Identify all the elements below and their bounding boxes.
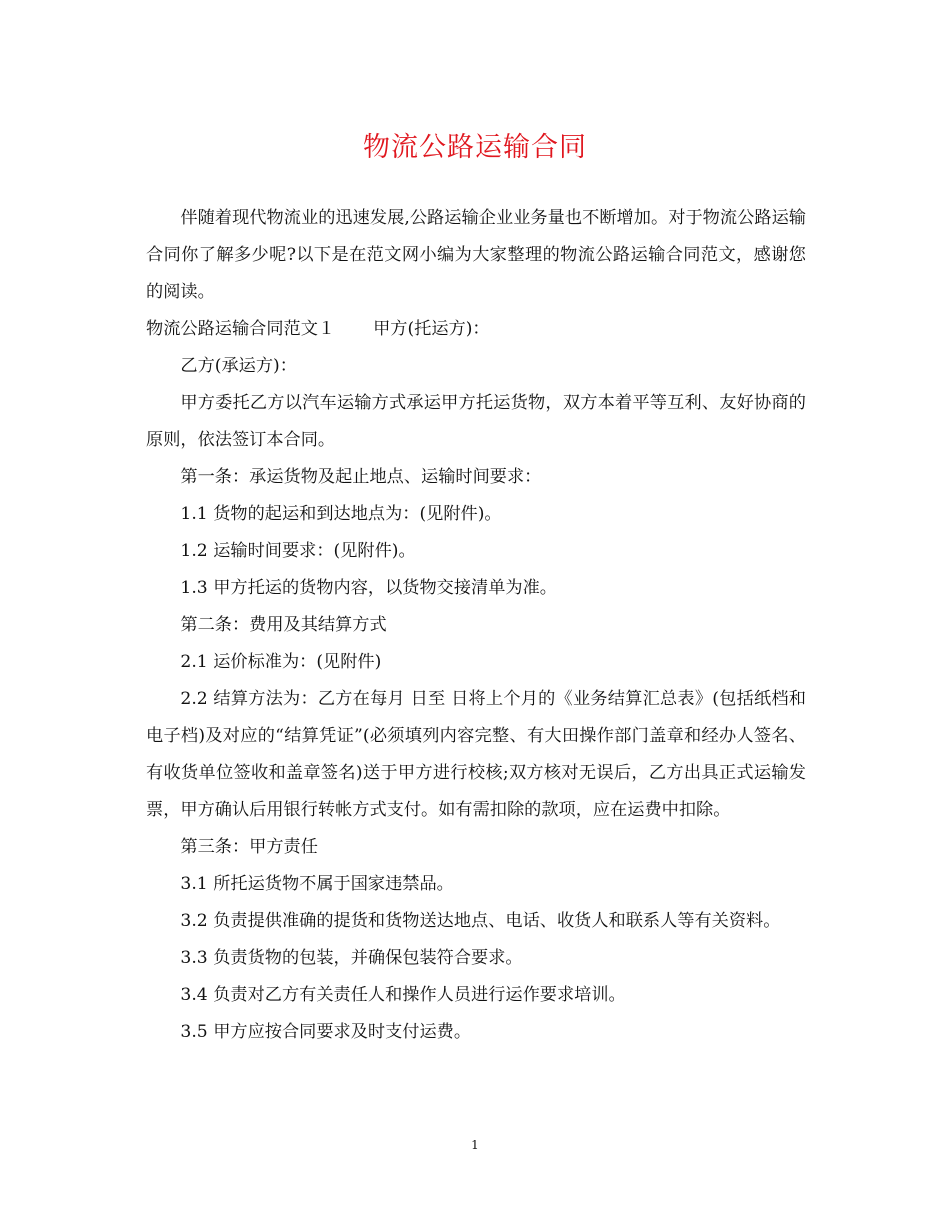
article-2-heading: 第二条：费用及其结算方式 xyxy=(180,615,387,635)
document-body xyxy=(146,200,806,1051)
party-a-label: 甲方(托运方)： xyxy=(373,319,490,339)
clause-3-5: 3.5 甲方应按合同要求及时支付运费。 xyxy=(180,1022,472,1042)
sample-title: 物流公路运输合同范文１ xyxy=(146,319,336,339)
paragraph-entrustment: 甲方委托乙方以汽车运输方式承运甲方托运货物，双方本着平等互利、友好协商的原则，依法签订本合同。 xyxy=(146,393,806,450)
article-3-heading: 第三条：甲方责任 xyxy=(180,837,318,857)
clause-1-3: 1.3 甲方托运的货物内容，以货物交接清单为准。 xyxy=(180,578,557,598)
paragraph-intro: 伴随着现代物流业的迅速发展,公路运输企业业务量也不断增加。对于物流公路运输合同你了解多少呢?以下是在范文网小编为大家整理的物流公路运输合同范文，感谢您的阅读。 xyxy=(146,208,806,302)
paragraph-sample-heading xyxy=(146,311,806,348)
clause-3-3: 3.3 负责货物的包装，并确保包装符合要求。 xyxy=(180,948,523,968)
clause-2-1: 2.1 运价标准为：(见附件) xyxy=(180,652,382,672)
clause-3-1: 3.1 所托运货物不属于国家违禁品。 xyxy=(180,874,454,894)
document-title: 物流公路运输合同 xyxy=(363,132,587,163)
clause-3-2: 3.2 负责提供准确的提货和货物送达地点、电话、收货人和联系人等有关资料。 xyxy=(180,911,781,931)
clause-2-2: 2.2 结算方法为：乙方在每月 日至 日将上个月的《业务结算汇总表》(包括纸档和电子档)及对应的“结算凭证”(必须填列内容完整、有大田操作部门盖章和经办人签名、有收货单位签收和盖章签名)送于甲方进行校核;双方核对无误后，乙方出具正式运输发票，甲方确认后用银行转帐方式支付。如有需扣除的款项，应在运费中扣除。 xyxy=(146,689,806,820)
paragraph-party-b: 乙方(承运方)： xyxy=(180,356,297,376)
clause-1-2: 1.2 运输时间要求：(见附件)。 xyxy=(180,541,416,561)
clause-3-4: 3.4 负责对乙方有关责任人和操作人员进行运作要求培训。 xyxy=(180,985,626,1005)
page-number: 1 xyxy=(471,1138,479,1152)
clause-1-1: 1.1 货物的起运和到达地点为：(见附件)。 xyxy=(180,504,502,524)
article-1-heading: 第一条：承运货物及起止地点、运输时间要求： xyxy=(180,467,542,487)
